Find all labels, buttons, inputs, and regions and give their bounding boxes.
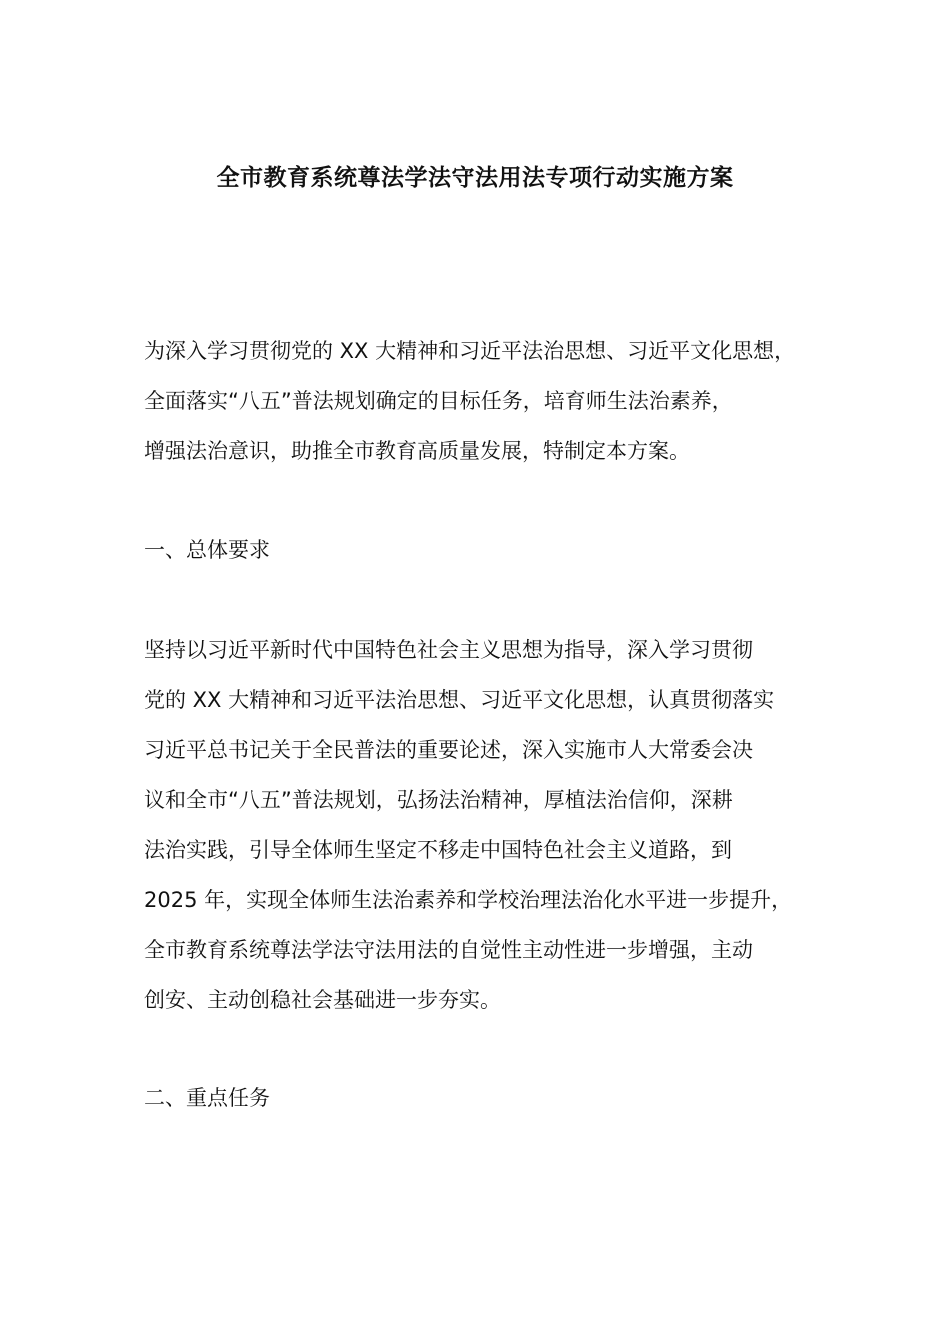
intro-line: 增强法治意识，助推全市教育高质量发展，特制定本方案。 — [144, 439, 690, 463]
paragraph-line: 2025 年，实现全体师生法治素养和学校治理法治化水平进一步提升， — [144, 888, 793, 912]
paragraph-line: 坚持以习近平新时代中国特色社会主义思想为指导，深入学习贯彻 — [144, 638, 753, 662]
paragraph-line: 创安、主动创稳社会基础进一步夯实。 — [144, 988, 501, 1012]
intro-paragraph — [144, 326, 834, 476]
document-title: 全市教育系统尊法学法守法用法专项行动实施方案 — [216, 165, 734, 191]
paragraph-line: 习近平总书记关于全民普法的重要论述，深入实施市人大常委会决 — [144, 738, 753, 762]
intro-line: 全面落实“八五”普法规划确定的目标任务，培育师生法治素养， — [144, 389, 733, 413]
paragraph-line: 全市教育系统尊法学法守法用法的自觉性主动性进一步增强，主动 — [144, 938, 753, 962]
intro-line: 为深入学习贯彻党的 XX 大精神和习近平法治思想、习近平文化思想， — [144, 339, 796, 363]
paragraph-line: 党的 XX 大精神和习近平法治思想、习近平文化思想，认真贯彻落实 — [144, 688, 775, 712]
section-heading-key-tasks: 二、重点任务 — [144, 1086, 270, 1110]
section-heading-general-requirements: 一、总体要求 — [144, 538, 270, 562]
paragraph-line: 议和全市“八五”普法规划，弘扬法治精神，厚植法治信仰，深耕 — [144, 788, 733, 812]
paragraph-line: 法治实践，引导全体师生坚定不移走中国特色社会主义道路，到 — [144, 838, 732, 862]
general-requirements-paragraph — [144, 625, 834, 1025]
